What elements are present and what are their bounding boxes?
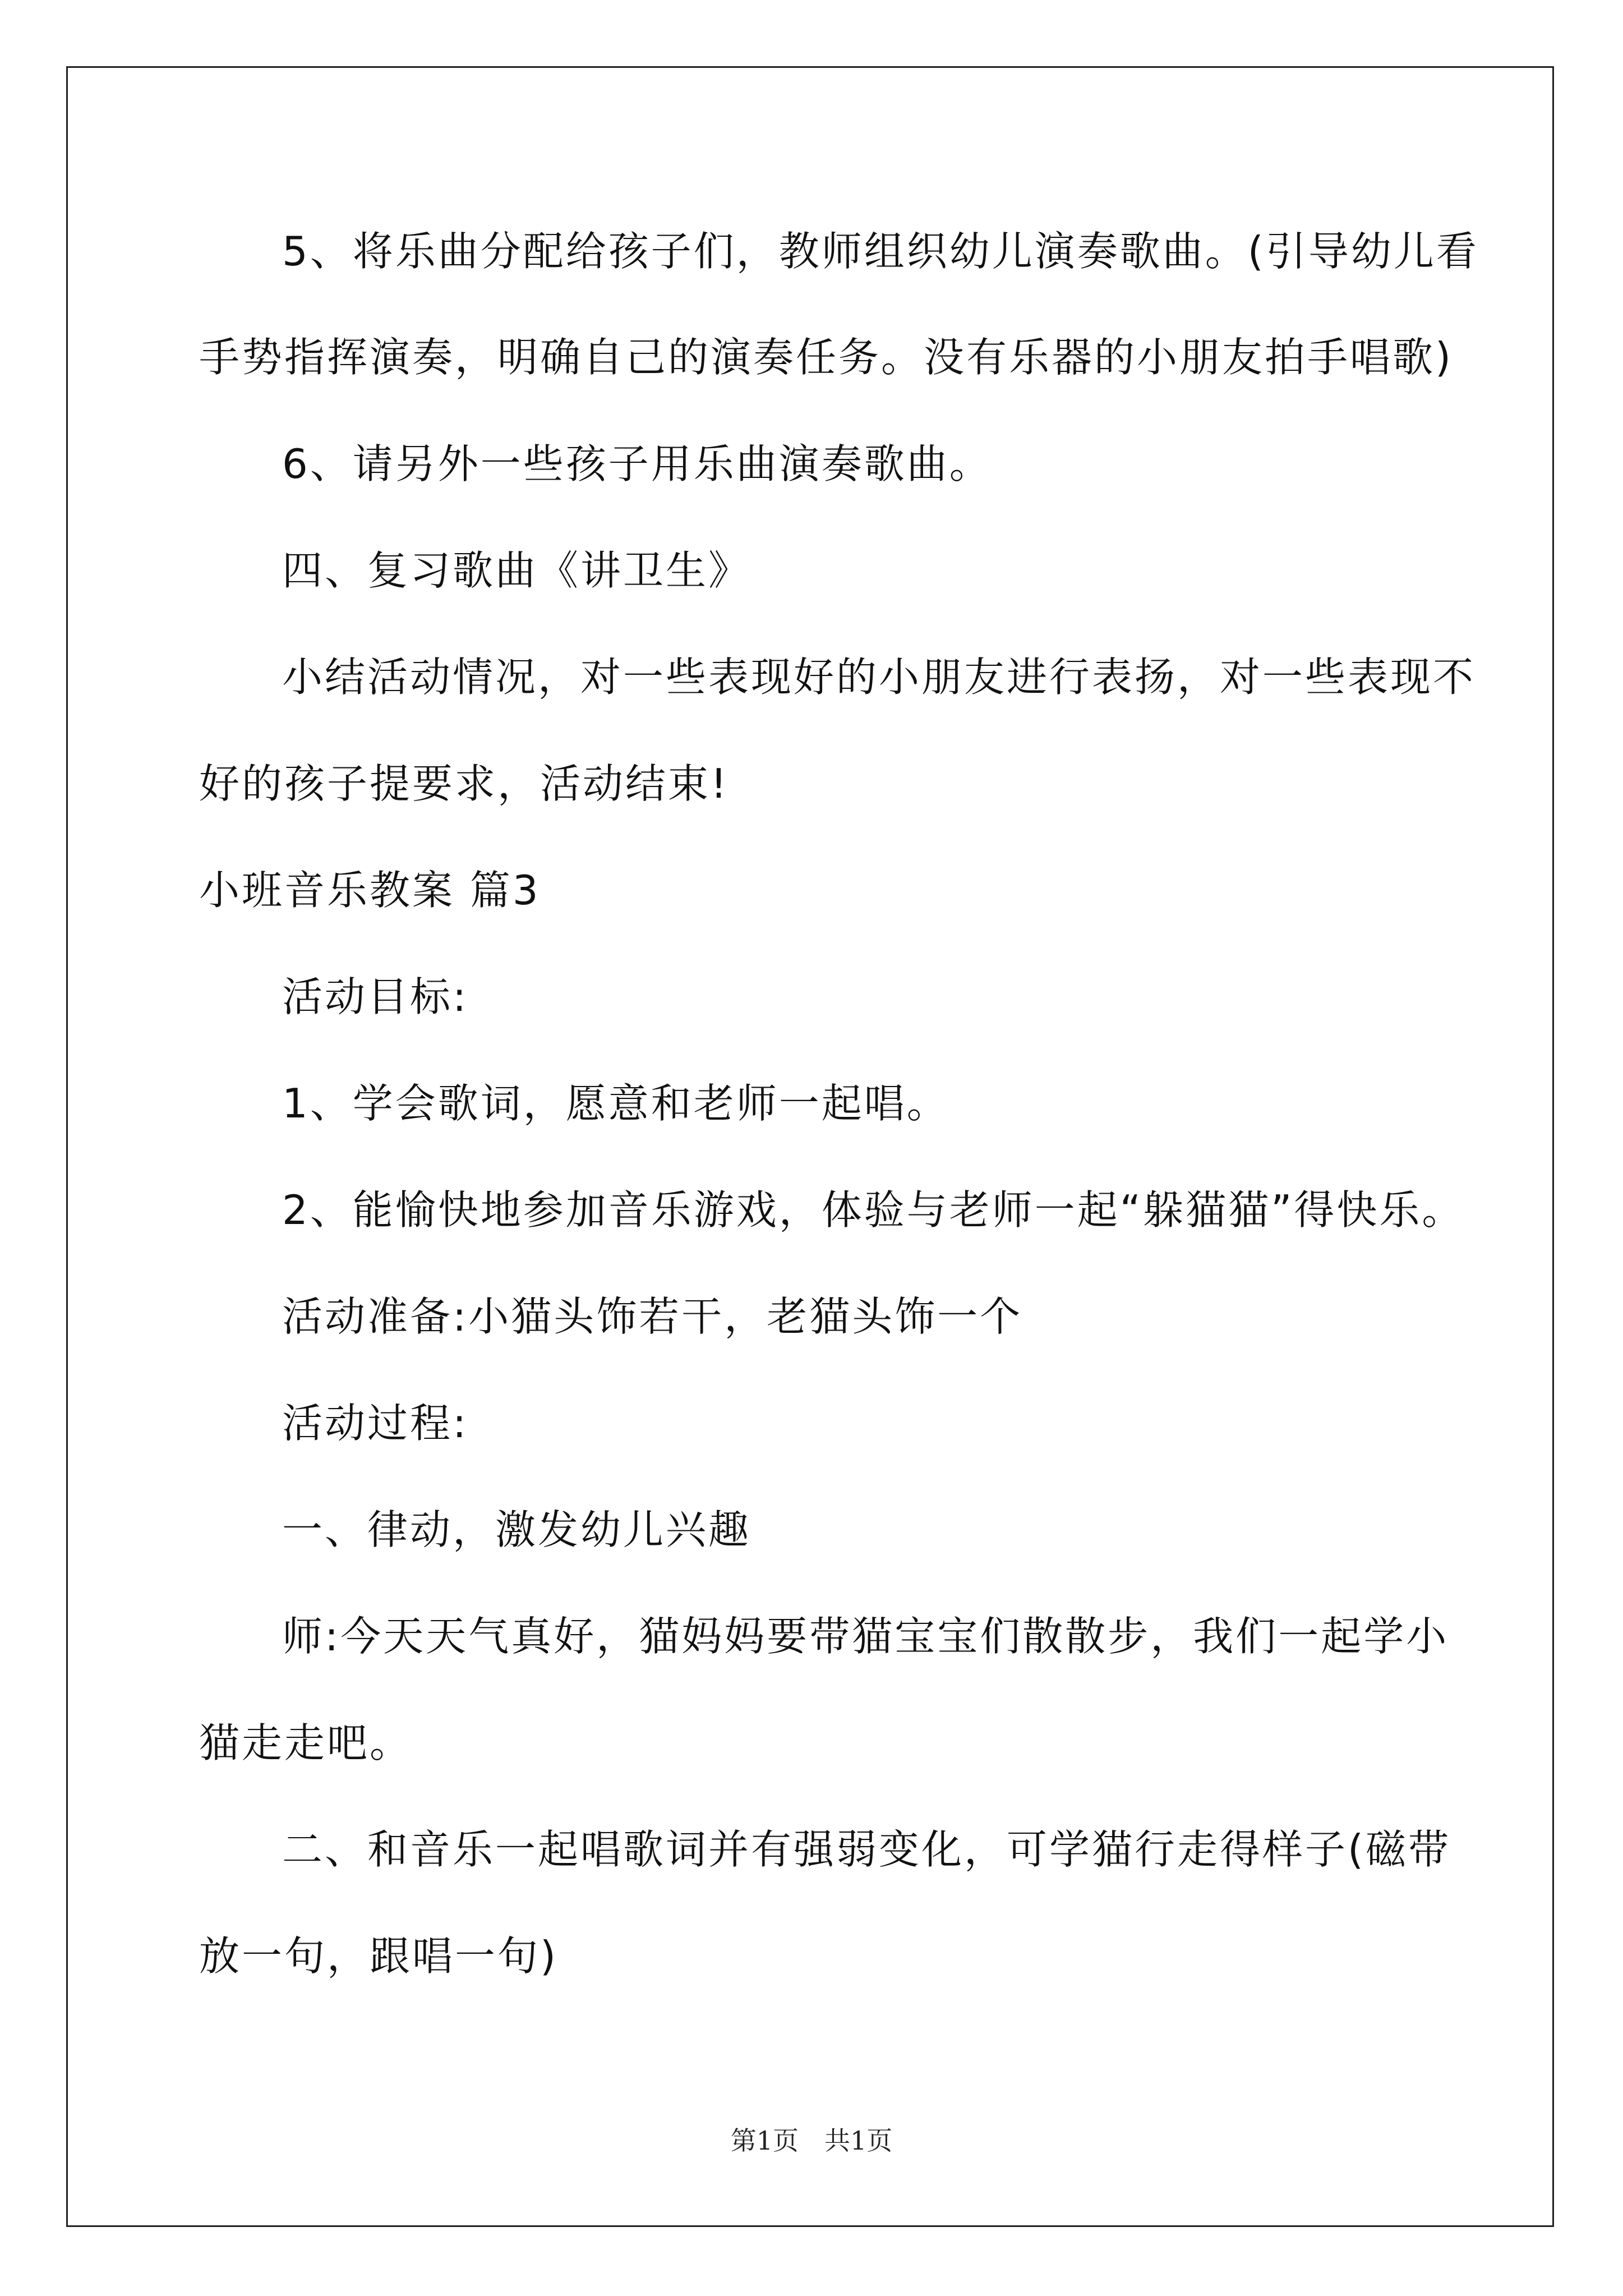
paragraph-line: 师:今天天气真好，猫妈妈要带猫宝宝们散散步，我们一起学小 xyxy=(282,1613,1449,1660)
paragraph-line: 二、和音乐一起唱歌词并有强弱变化，可学猫行走得样子(磁带 xyxy=(282,1826,1451,1873)
paragraph-line: 四、复习歌曲《讲卫生》 xyxy=(282,547,751,594)
paragraph-line: 小结活动情况，对一些表现好的小朋友进行表扬，对一些表现不 xyxy=(282,654,1476,701)
page-border xyxy=(66,66,1554,2227)
paragraph-line: 活动目标: xyxy=(282,973,469,1020)
paragraph-line: 一、律动，激发幼儿兴趣 xyxy=(282,1506,751,1553)
paragraph-line: 活动过程: xyxy=(282,1400,469,1447)
paragraph-line: 放一句，跟唱一句) xyxy=(199,1932,559,1980)
paragraph-line: 猫走走吧。 xyxy=(199,1719,413,1766)
paragraph-line: 1、学会歌词，愿意和老师一起唱。 xyxy=(282,1080,949,1127)
paragraph-line: 手势指挥演奏，明确自己的演奏任务。没有乐器的小朋友拍手唱歌) xyxy=(199,334,1454,381)
page-footer: 第1页 共1页 xyxy=(730,2125,893,2156)
paragraph-line: 6、请另外一些孩子用乐曲演奏歌曲。 xyxy=(282,440,992,487)
paragraph-line: 活动准备:小猫头饰若干，老猫头饰一个 xyxy=(282,1293,1023,1340)
section-heading: 小班音乐教案 篇3 xyxy=(199,867,541,914)
paragraph-line: 好的孩子提要求，活动结束! xyxy=(199,760,729,807)
paragraph-line: 5、将乐曲分配给孩子们，教师组织幼儿演奏歌曲。(引导幼儿看 xyxy=(282,228,1479,275)
paragraph-line: 2、能愉快地参加音乐游戏，体验与老师一起“躲猫猫”得快乐。 xyxy=(282,1186,1465,1234)
